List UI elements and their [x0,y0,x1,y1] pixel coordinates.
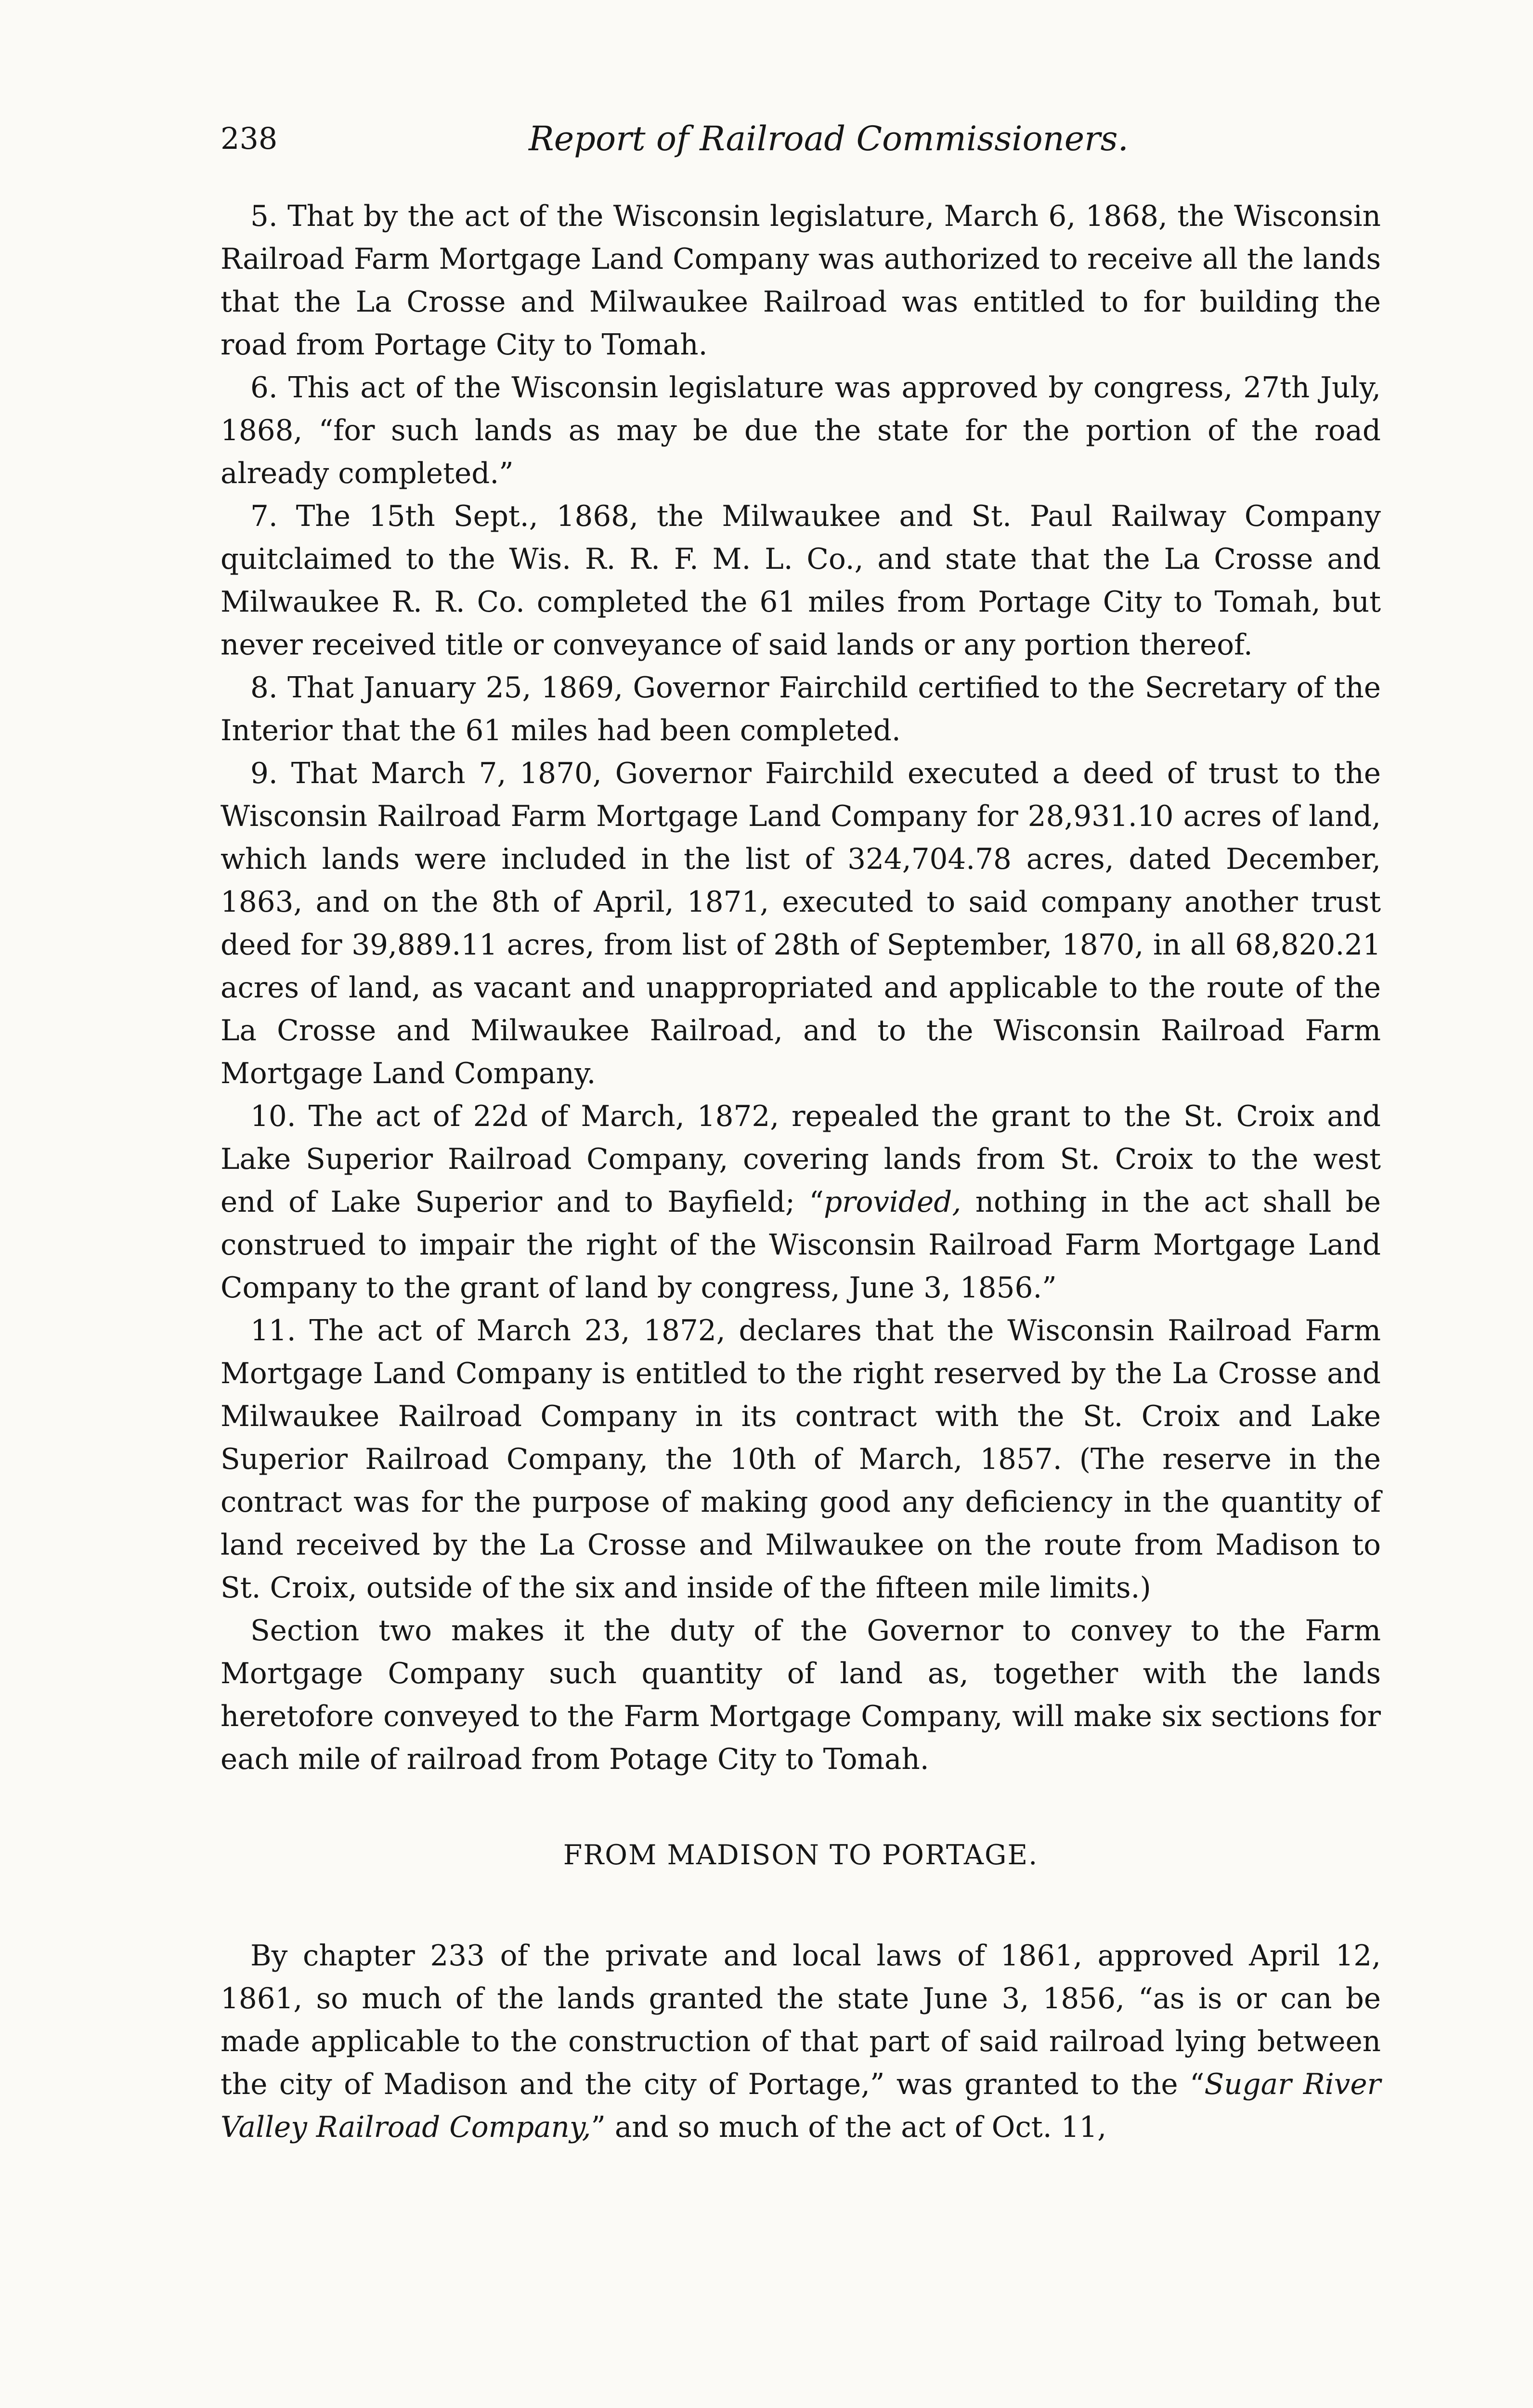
body-text [221,195,1381,2149]
paragraph-section-two: Section two makes it the duty of the Governor to convey to the Farm Mortgage Company such quantity of land as, together with the lands heretofore conveyed to the Farm Mortgage Company, will make six sections for each mile of railroad from Potage City to Tomah. [221,1614,1381,1776]
paragraph-7: 7. The 15th Sept., 1868, the Milwaukee and St. Paul Railway Company quitclaimed to the Wis. R. R. F. M. L. Co., and state that the La Crosse and Milwaukee R. R. Co. completed the 61 miles from Portage City to Tomah, but never received title or conveyance of said lands or any portion thereof. [221,500,1381,662]
paragraph-5: 5. That by the act of the Wisconsin legislature, March 6, 1868, the Wisconsin Railroad Farm Mortgage Land Company was authorized to receive all the lands that the La Crosse and Milwaukee Railroad was entitled to for building the road from Portage City to Tomah. [221,200,1381,362]
paragraph-11: 11. The act of March 23, 1872, declares that the Wisconsin Railroad Farm Mortgage Land Company is entitled to the right reserved by the La Crosse and Milwaukee Railroad Company in its contract with the St. Croix and Lake Superior Railroad Company, the 10th of March, 1857. (The reserve in the contract was for the purpose of making good any deficiency in the quantity of land received by the La Crosse and Milwaukee on the route from Madison to St. Croix, outside of the six and inside of the fifteen mile limits.) [221,1314,1381,1605]
running-title: Report of Railroad Commissioners. [529,119,1129,158]
paragraph-8: 8. That January 25, 1869, Governor Fairchild certified to the Secretary of the Interior that the 61 miles had been completed. [221,671,1381,747]
paragraph-10-text-start: 10. The act of 22d of March, 1872, repealed the grant to the St. Croix and Lake Superior Railroad Company, covering lands from St. Croix to the west end of Lake Superior and to Bayfield; “ [221,1100,1381,1219]
final-paragraph-italic: Sugar River Valley Railroad Company, [221,2068,1381,2144]
paragraph-10-text-end: nothing in the act shall be construed to impair the right of the Wisconsin Railroad Farm Mortgage Land Company to the grant of land by congress, June 3, 1856.” [221,1186,1381,1305]
final-paragraph-text-end: ” and so much of the act of Oct. 11, [591,2111,1107,2144]
paragraph-10-italic: provided, [823,1186,961,1219]
final-paragraph-text-start: By chapter 233 of the private and local laws of 1861, approved April 12, 1861, so much of the lands granted the state June 3, 1856, “as is or can be made applicable to the construction of that part of said railroad lying between the city of Madison and the city of Portage,” was granted to the “ [221,1939,1381,2101]
page-number: 238 [221,121,278,156]
page-header [221,119,1232,168]
paragraph-madison-portage [221,1935,1381,2149]
paragraph-9: 9. That March 7, 1870, Governor Fairchild executed a deed of trust to the Wisconsin Railroad Farm Mortgage Land Company for 28,931.10 acres of land, which lands were included in the list of 324,704.78 acres, dated December, 1863, and on the 8th of April, 1871, executed to said company another trust deed for 39,889.11 acres, from list of 28th of September, 1870, in all 68,820.21 acres of land, as vacant and unappropriated and applicable to the route of the La Crosse and Milwaukee Railroad, and to the Wisconsin Railroad Farm Mortgage Land Company. [221,757,1381,1090]
section-heading: FROM MADISON TO PORTAGE. [563,1839,1039,1871]
paragraph-6: 6. This act of the Wisconsin legislature was approved by congress, 27th July, 1868, “for such lands as may be due the state for the portion of the road already completed.” [221,371,1381,490]
paragraph-10 [221,1095,1381,1309]
